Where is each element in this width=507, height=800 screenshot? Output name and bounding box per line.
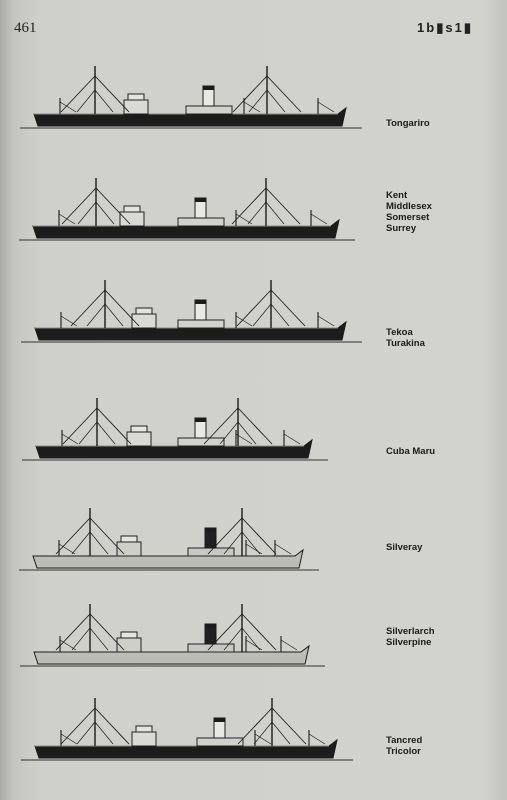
- ship-name: Kent: [386, 190, 408, 201]
- ship-entry: [0, 170, 507, 280]
- ship-name: Tongariro: [386, 118, 430, 129]
- derrick: [79, 422, 97, 444]
- bridge-top: [131, 426, 147, 432]
- derrick: [246, 544, 262, 554]
- deckhouse: [188, 548, 234, 556]
- bridge-house: [132, 732, 156, 746]
- ship-name: Turakina: [386, 338, 425, 349]
- ship-name: Tricolor: [386, 746, 421, 757]
- derrick: [253, 304, 271, 326]
- derrick: [87, 304, 105, 326]
- deckhouse: [178, 320, 224, 328]
- ship-names: [386, 626, 496, 648]
- rigging-line: [95, 76, 129, 112]
- bridge-house: [117, 638, 141, 652]
- derrick: [309, 734, 325, 744]
- rigging-line: [90, 518, 124, 554]
- derrick: [248, 202, 266, 224]
- ship-names: [386, 190, 496, 234]
- rigging-line: [95, 708, 129, 744]
- rigging-line: [233, 76, 267, 112]
- ship-name: Surrey: [386, 223, 417, 234]
- derrick: [254, 722, 272, 744]
- bridge-top: [136, 726, 152, 732]
- derrick: [59, 544, 75, 554]
- rigging-line: [56, 518, 90, 554]
- rigging-line: [242, 614, 276, 650]
- rigging-line: [267, 76, 301, 112]
- derrick: [72, 628, 90, 650]
- bridge-top: [121, 632, 137, 638]
- derrick: [272, 722, 290, 744]
- rigging-line: [63, 408, 97, 444]
- deckhouse: [186, 106, 232, 114]
- ship-entry: [0, 272, 507, 382]
- derrick: [61, 316, 77, 326]
- bridge-house: [132, 314, 156, 328]
- ship-silhouette: [0, 500, 507, 610]
- funnel-cap: [195, 418, 206, 422]
- rigging-line: [71, 290, 105, 326]
- derrick: [220, 422, 238, 444]
- derrick: [90, 628, 108, 650]
- ship-name: Silveray: [386, 542, 423, 553]
- derrick: [90, 532, 108, 554]
- derrick: [60, 640, 76, 650]
- ship-silhouette: [0, 390, 507, 500]
- bridge-house: [117, 542, 141, 556]
- hull: [35, 740, 337, 758]
- ship-name: Somerset: [386, 212, 430, 223]
- derrick: [72, 532, 90, 554]
- ship-names: [386, 735, 496, 757]
- rigging-line: [242, 518, 276, 554]
- derrick: [95, 722, 113, 744]
- rigging-line: [56, 614, 90, 650]
- derrick: [95, 90, 113, 112]
- bridge-top: [124, 206, 140, 212]
- derrick: [244, 102, 260, 112]
- funnel-cap: [205, 528, 216, 532]
- derrick: [271, 304, 289, 326]
- ship-silhouette: [0, 58, 507, 168]
- ship-name: Cuba Maru: [386, 446, 436, 457]
- ship-name: Middlesex: [386, 201, 432, 212]
- ship-entry: [0, 390, 507, 500]
- derrick: [255, 734, 271, 744]
- hull: [34, 646, 309, 664]
- header-code: 1b▮s1▮: [417, 20, 473, 35]
- ship-name: Silverlarch: [386, 626, 435, 637]
- ship-entry: [0, 500, 507, 610]
- funnel-cap: [203, 86, 214, 90]
- funnel-cap: [214, 718, 225, 722]
- derrick: [311, 214, 327, 224]
- deckhouse: [178, 438, 224, 446]
- derrick: [96, 202, 114, 224]
- rigging-line: [90, 614, 124, 650]
- funnel-cap: [205, 624, 216, 628]
- rigging-line: [61, 708, 95, 744]
- rigging-line: [271, 290, 305, 326]
- ship-names: [386, 446, 496, 457]
- derrick: [105, 304, 123, 326]
- bridge-house: [124, 100, 148, 114]
- funnel-cap: [195, 300, 206, 304]
- rigging-line: [272, 708, 306, 744]
- deckhouse: [178, 218, 224, 226]
- rigging-line: [105, 290, 139, 326]
- ship-name: Tancred: [386, 735, 423, 746]
- funnel-cap: [195, 198, 206, 202]
- derrick: [275, 544, 291, 554]
- derrick: [249, 90, 267, 112]
- rigging-line: [266, 188, 300, 224]
- deckhouse: [188, 644, 234, 652]
- rigging-line: [61, 76, 95, 112]
- derrick: [59, 214, 75, 224]
- derrick: [284, 434, 300, 444]
- derrick: [267, 90, 285, 112]
- ship-entry: [0, 58, 507, 168]
- bridge-top: [121, 536, 137, 542]
- rigging-line: [237, 290, 271, 326]
- derrick: [246, 640, 262, 650]
- rigging-line: [62, 188, 96, 224]
- derrick: [281, 640, 297, 650]
- rigging-line: [232, 188, 266, 224]
- derrick: [77, 90, 95, 112]
- ship-names: [386, 327, 496, 349]
- page-number: 461: [14, 20, 37, 36]
- bridge-top: [136, 308, 152, 314]
- derrick: [318, 316, 334, 326]
- ship-name: Silverpine: [386, 637, 432, 648]
- ship-names: [386, 542, 496, 553]
- derrick: [78, 202, 96, 224]
- derrick: [97, 422, 115, 444]
- ship-names: [386, 118, 496, 129]
- ship-name: Tekoa: [386, 327, 413, 338]
- deckhouse: [197, 738, 243, 746]
- derrick: [318, 102, 334, 112]
- bridge-house: [120, 212, 144, 226]
- derrick: [266, 202, 284, 224]
- derrick: [236, 214, 252, 224]
- derrick: [77, 722, 95, 744]
- bridge-top: [128, 94, 144, 100]
- ship-entry: [0, 690, 507, 800]
- rigging-line: [97, 408, 131, 444]
